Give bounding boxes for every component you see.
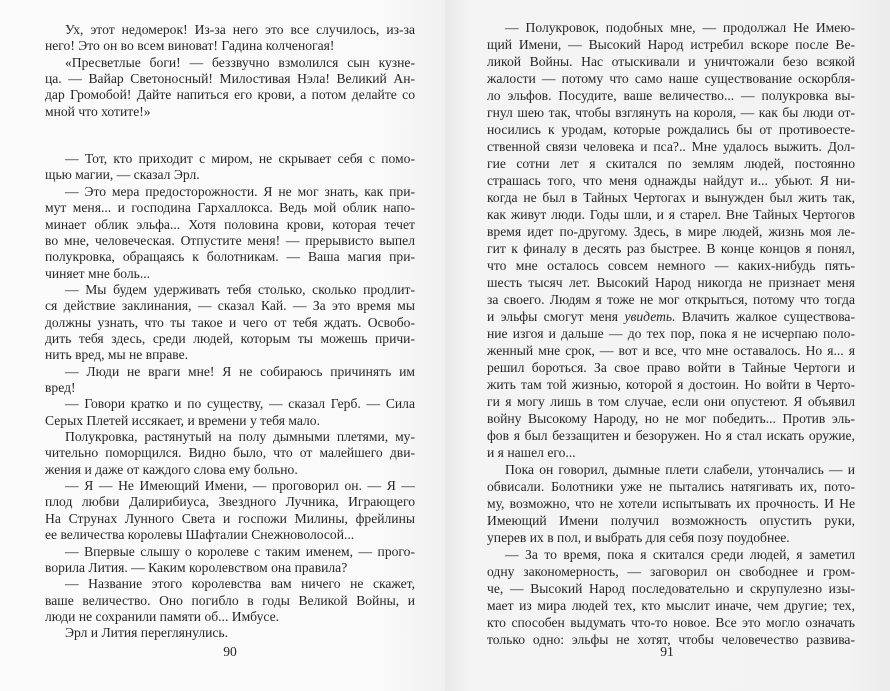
text-line — [65, 576, 415, 592]
italic-text: увидеть. — [624, 309, 676, 324]
text-segment: дар Громобой! Дайте напиться его крови, а потом делайте со — [45, 87, 415, 103]
text-line — [487, 71, 855, 87]
text-line — [487, 496, 855, 512]
text-segment: полукровка, обращаясь к болотникам. — Ваша магия при- — [45, 249, 415, 265]
text-line — [65, 184, 415, 200]
text-line — [45, 527, 415, 543]
text-line — [487, 513, 855, 529]
text-segment: Эрл и Лития переглянулись. — [65, 625, 229, 641]
text-segment: ворила Лития. — Каким королевством она правила? — [45, 559, 348, 575]
text-segment: ликой Войны. Нас отыскивали и уничтожали безо всякой — [487, 54, 855, 69]
text-line — [45, 104, 415, 120]
text-segment: Полукровка, растянутый на полу дымными плетями, му- — [65, 429, 415, 445]
text-segment: ее величества королевы Шафталии Снежноволосой... — [45, 527, 355, 543]
text-segment: уперев их в пол, и выбрать для себя позу поудобнее. — [487, 530, 790, 545]
text-line — [487, 54, 855, 70]
text-segment: — Впервые слышу о королеве с таким именем, — прого- — [65, 543, 415, 559]
text-segment: — Полукровок, подобных мне, — продолжал Не Имею- — [505, 20, 855, 35]
text-line — [45, 413, 415, 429]
text-segment: щью магии, — сказал Эрл. — [45, 167, 200, 183]
text-segment: ся действие заклинания, — сказал Кай. — За это время мы — [45, 298, 415, 314]
text-line — [45, 331, 415, 347]
text-line — [487, 241, 855, 257]
text-segment: обвисали. Болотники уже не пытались натягивать их, пото- — [487, 479, 855, 494]
text-line — [487, 360, 855, 376]
text-segment: Пока он говорил, дымные плети слабели, утончались — и — [505, 462, 855, 477]
text-segment: Имеющий Имени получил возможность опустить руки, — [487, 513, 855, 528]
text-segment: Влачить жалкое существова- — [675, 309, 855, 324]
text-line — [487, 394, 855, 410]
text-line — [487, 258, 855, 274]
text-segment: — За то время, пока я скитался среди людей, я заметил — [505, 547, 855, 562]
text-line — [65, 55, 415, 71]
text-line — [65, 282, 415, 298]
text-segment: минает облик эльфа... Хотя половина крови, которая течет — [45, 216, 415, 232]
text-line — [487, 411, 855, 427]
text-line — [65, 396, 415, 412]
text-segment: решил бороться. За свое право войти в Тайные Чертоги и — [487, 360, 855, 375]
page-number: 91 — [660, 644, 674, 659]
text-segment: что мне осталось совсем немного — каких-нибудь пять- — [487, 258, 855, 273]
text-line — [487, 530, 855, 546]
text-segment: — Я — Не Имеющий Имени, — проговорил он. — Я — — [65, 478, 415, 494]
text-line — [45, 445, 415, 461]
text-segment: нить вред, мы не вправе. — [45, 347, 189, 363]
text-line — [45, 71, 415, 87]
text-line — [487, 428, 855, 444]
text-line — [65, 151, 415, 167]
text-line — [65, 544, 415, 560]
text-segment: — Говори кратко и по существу, — сказал Герб. — Сила — [65, 396, 415, 412]
text-segment: На Струнах Лунного Света и госпожи Милины, фрейлины — [45, 510, 415, 526]
text-segment: шесть тысяч лет. Высокий Народ никогда не признает меня — [487, 275, 855, 290]
text-line — [45, 462, 415, 478]
text-segment: за своего. Людям я тоже не мог открыться, потому что тогда — [487, 292, 855, 307]
text-segment: жить там той жизнью, которой я достоин. Но войти в Черто- — [487, 377, 855, 392]
text-line — [487, 105, 855, 121]
text-segment: жалости — потому что само наше существование оскорбля- — [487, 71, 855, 86]
text-line — [45, 200, 415, 216]
text-segment: мут меня... и господина Гархаллокса. Ведь мой облик напо- — [45, 200, 415, 216]
text-line — [65, 625, 415, 641]
text-line — [487, 564, 855, 580]
text-line — [45, 217, 415, 233]
text-line — [45, 233, 415, 249]
page-number: 90 — [223, 644, 237, 659]
text-segment: время идет по-другому. Здесь, в мире людей, жизнь моя ле- — [487, 224, 855, 239]
text-line — [45, 38, 415, 54]
text-segment: — Люди не враги мне! Я не собираюсь причинять им — [65, 363, 415, 379]
text-line — [45, 609, 415, 625]
text-line — [487, 224, 855, 240]
text-line — [45, 511, 415, 527]
text-segment: жения и даже от каждого слова ему больно. — [45, 461, 298, 477]
text-line — [45, 87, 415, 103]
text-line — [487, 292, 855, 308]
text-line — [487, 88, 855, 104]
text-segment: женный мне срок, — вот и все, что мне оставалось. Но я... я — [487, 343, 855, 358]
text-line — [487, 632, 855, 648]
text-line — [487, 445, 855, 461]
text-segment: фов я был беззащитен и безоружен. Но я стал искать оружие, — [487, 428, 855, 443]
text-line — [45, 347, 415, 363]
text-segment: него! Это он во всем виноват! Гадина колченогая! — [45, 38, 335, 54]
text-segment: — Мы будем удерживать тебя столько, сколько продлит- — [65, 281, 415, 297]
text-line — [65, 364, 415, 380]
text-line — [65, 429, 415, 445]
text-segment: и эльфы смогут меня — [487, 309, 625, 324]
text-segment: му, возможно, что не хотели испытывать их прочность. И Не — [487, 496, 855, 511]
text-segment: щий Имени, — Высокий Народ истребил вскоре после Ве- — [487, 37, 855, 52]
text-segment: должны узнать, что ты такое и чего от тебя ждать. Освобо- — [45, 314, 415, 330]
text-line — [487, 122, 855, 138]
text-segment: че, — Высокий Народ последовательно и скрупулезно изы- — [487, 581, 855, 596]
text-line — [487, 190, 855, 206]
text-line — [505, 547, 855, 563]
text-segment: только одно: эльфы не хотят, чтобы человечество развива- — [487, 632, 855, 647]
text-segment: войну Высокому Народу, но не мог победить... Против эль- — [487, 411, 855, 426]
text-segment: чительно поморщился. Видно было, что от малейшего дви- — [45, 445, 415, 461]
text-segment: — Название этого королевства вам ничего не скажет, — [65, 576, 415, 592]
text-line — [487, 598, 855, 614]
text-line — [45, 167, 415, 183]
text-segment: ние изгоя и дальше — до тех пор, пока я не исчерпаю поло- — [487, 326, 855, 341]
text-line — [487, 377, 855, 393]
text-segment: ваше величество. Оно погибло в годы Великой Войны, и — [45, 592, 415, 608]
text-line — [487, 309, 855, 325]
text-segment: дить тебя здесь, среди людей, которым ты можешь причи- — [45, 330, 415, 346]
text-line — [487, 37, 855, 53]
text-line — [45, 298, 415, 314]
text-segment: вред! — [45, 380, 76, 395]
text-line — [45, 380, 415, 396]
text-segment: ло эльфов. Посудите, ваше величество... — полукровка вы- — [487, 88, 855, 103]
text-segment: когда не был в Тайных Чертогах и вынужден был жить так, — [487, 190, 855, 205]
text-segment: гнул шею так, чтобы взглянуть на короля, — как бы люди от- — [487, 105, 855, 120]
text-segment: ги я могу лишь в том случае, если они опустеют. Я объявил — [487, 394, 855, 409]
text-segment: мает из мира людей тех, кто мыслит иначе, чем другие; тех, — [487, 598, 855, 613]
text-segment: — Тот, кто приходит с миром, не скрывает себя с помо- — [65, 151, 415, 167]
text-segment: «Пресветлые боги! — беззвучно взмолился сын кузне- — [65, 54, 415, 70]
right-page — [445, 0, 890, 691]
text-segment: плод любви Далирибиуса, Звездного Лучника, Играющего — [45, 494, 415, 510]
text-segment: носились к уродам, которые рождались бы от противоесте- — [487, 122, 855, 137]
text-segment: — Это мера предосторожности. Я не мог знать, как при- — [65, 183, 415, 199]
text-line — [45, 494, 415, 510]
text-segment: одну закономерность, — заговорил он свободнее и гром- — [487, 564, 855, 579]
text-line — [45, 560, 415, 576]
text-segment: чиняет мне боль... — [45, 265, 151, 281]
text-line — [487, 615, 855, 631]
text-segment: гие сотни лет я скитался по землям людей, постоянно — [487, 156, 855, 171]
text-line — [487, 275, 855, 291]
text-segment: во мне, человеческая. Отпустите меня! — прерывисто выпел — [45, 232, 415, 248]
text-segment: мной что хотите!» — [45, 103, 151, 119]
text-line — [65, 478, 415, 494]
text-line — [487, 479, 855, 495]
text-line — [65, 22, 415, 38]
text-line — [505, 462, 855, 478]
text-line — [45, 266, 415, 282]
text-line — [487, 156, 855, 172]
text-segment: Серых Плетей иссякает, и времени у тебя мало. — [45, 412, 320, 428]
text-segment: ца. — Вайар Светоносный! Милостивая Нэла! Великий Ан- — [45, 71, 415, 87]
text-segment: кто способен выдумать что-то новое. Все это могло означать — [487, 615, 855, 630]
text-segment: люди не сохранили памяти об... Имбусе. — [45, 608, 280, 624]
text-segment: как живут люди. Годы шли, и я старел. Вне Тайных Чертогов — [487, 207, 855, 222]
text-line — [487, 139, 855, 155]
text-segment: гит к финалу в десять раз быстрее. В конце концов я понял, — [487, 241, 855, 256]
text-line — [45, 315, 415, 331]
text-segment: и я нашел его... — [487, 445, 576, 460]
text-segment: Ух, этот недомерок! Из-за него это все случилось, из-за — [65, 22, 415, 37]
text-line — [45, 593, 415, 609]
text-line — [505, 20, 855, 36]
text-line — [487, 581, 855, 597]
text-line — [45, 249, 415, 265]
text-segment: страшась того, что меня однажды найдут и... убьют. Я ни- — [487, 173, 855, 188]
text-segment: ственной связи человека и пса?.. Мне удалось выжить. Дол- — [487, 139, 855, 154]
text-line — [487, 326, 855, 342]
text-line — [487, 207, 855, 223]
text-line — [487, 173, 855, 189]
text-line — [487, 343, 855, 359]
